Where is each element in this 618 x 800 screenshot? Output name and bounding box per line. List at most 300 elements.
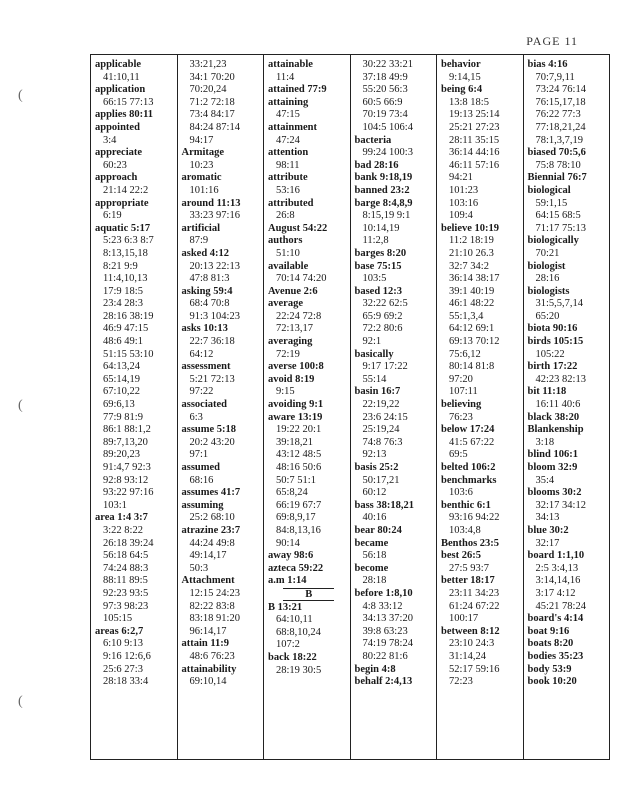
page-line-reference: 75:8 78:10 <box>535 159 581 171</box>
index-term: before 1:8,10 <box>354 587 413 599</box>
index-term: attain 11:9 <box>181 638 230 650</box>
index-term: become <box>354 562 389 574</box>
index-term: azteca 59:22 <box>268 562 324 574</box>
index-term: benchmarks <box>441 474 497 486</box>
page-line-reference: 75:6,12 <box>449 348 481 360</box>
page-line-reference: 33:23 97:16 <box>189 210 240 222</box>
index-term: aquatic 5:17 <box>95 222 151 234</box>
page-line-reference: 77:18,21,24 <box>535 121 586 133</box>
index-term: better 18:17 <box>441 575 495 587</box>
index-term: assumes 41:7 <box>181 487 241 499</box>
index-term: associated <box>181 399 227 411</box>
index-column-6 <box>523 55 610 759</box>
index-term: bacteria <box>354 134 392 146</box>
page-line-reference: 97:3 98:23 <box>103 600 149 612</box>
page-line-reference: 28:16 38:19 <box>103 310 154 322</box>
page-line-reference: 28:16 <box>535 273 560 285</box>
index-column-1 <box>91 55 177 759</box>
index-term: Attachment <box>181 575 235 587</box>
page-line-reference: 55:20 56:3 <box>362 84 408 96</box>
page-line-reference: 70:7,9,11 <box>535 71 575 83</box>
index-term: areas 6:2,7 <box>95 625 144 637</box>
index-term: biota 90:16 <box>527 323 578 335</box>
index-term: biologically <box>527 235 579 247</box>
page-line-reference: 46:9 47:15 <box>103 323 149 335</box>
page-line-reference: 25:6 27:3 <box>103 663 143 675</box>
index-term: applicable <box>95 59 142 70</box>
page-line-reference: 3:18 <box>535 436 555 448</box>
page-line-reference: 68:16 <box>189 474 214 486</box>
page-line-reference: 26:18 39:24 <box>103 537 154 549</box>
page-line-reference: 31:5,5,7,14 <box>535 298 584 310</box>
page-line-reference: 45:21 78:24 <box>535 600 586 612</box>
index-column-2 <box>177 55 264 759</box>
index-term: bass 38:18,21 <box>354 499 415 511</box>
page-line-reference: 91:4,7 92:3 <box>103 462 151 473</box>
index-term: atrazine 23:7 <box>181 524 241 536</box>
page-line-reference: 22:24 72:8 <box>276 310 322 322</box>
page-line-reference: 48:16 50:6 <box>276 462 322 473</box>
index-term: banned 23:2 <box>354 184 410 196</box>
page-line-reference: 21:10 26.3 <box>449 247 494 259</box>
index-term: begin 4:8 <box>354 663 396 675</box>
page-line-reference: 64:15 68:5 <box>535 210 581 222</box>
index-term: appreciate <box>95 147 143 159</box>
index-term: biased 70:5,6 <box>527 147 586 159</box>
page-line-reference: 9:16 12:6,6 <box>103 650 151 662</box>
index-term: attributed <box>268 197 314 209</box>
page-line-reference: 97:22 <box>189 386 214 398</box>
page-line-reference: 84:24 87:14 <box>189 121 240 133</box>
page-line-reference: 10:23 <box>189 159 214 171</box>
index-term: basically <box>354 348 394 360</box>
page-line-reference: 70:19 73:4 <box>362 109 408 121</box>
binder-hole-mark-middle: ( <box>18 398 23 413</box>
page-line-reference: 46:1 48:22 <box>449 298 495 310</box>
page-line-reference: 50:7 51:1 <box>276 474 316 486</box>
index-term: between 8:12 <box>441 625 500 637</box>
page-line-reference: 8:15,19 9:1 <box>362 210 411 222</box>
index-term: behavior <box>441 59 481 70</box>
index-term: attaining <box>268 96 309 108</box>
page-line-reference: 55:1,3,4 <box>449 310 484 322</box>
index-term: Blankenship <box>527 424 584 436</box>
page-line-reference: 65:20 <box>535 310 560 322</box>
index-term: attainable <box>268 59 313 70</box>
index-term: below 17:24 <box>441 424 495 436</box>
page-line-reference: 23:10 24:3 <box>449 638 495 650</box>
page-line-reference: 3:17 4:12 <box>535 587 576 599</box>
page-line-reference: 101:16 <box>189 184 219 196</box>
page-line-reference: 76:23 <box>449 411 473 423</box>
index-term: best 26:5 <box>441 550 481 562</box>
page-line-reference: 40:16 <box>362 512 387 524</box>
index-term: applies 80:11 <box>95 109 154 121</box>
page-line-reference: 105:22 <box>535 348 565 360</box>
index-term: became <box>354 537 389 549</box>
index-term: away 98:6 <box>268 550 314 562</box>
index-column-5 <box>436 55 523 759</box>
page-line-reference: 60:12 <box>362 487 387 499</box>
page-line-reference: 89:20,23 <box>103 449 141 461</box>
page-line-reference: 32:17 34:12 <box>535 499 586 511</box>
page-line-reference: 70:21 <box>535 247 560 259</box>
page-line-reference: 87:9 <box>189 235 209 247</box>
page-line-reference: 48:6 76:23 <box>189 650 235 662</box>
page-line-reference: 6:3 <box>189 411 203 423</box>
page-line-reference: 28:18 <box>362 575 387 587</box>
page-line-reference: 26:8 <box>276 210 295 222</box>
index-term: Avenue 2:6 <box>268 285 318 297</box>
index-term: bloom 32:9 <box>527 462 578 473</box>
page-line-reference: 100:17 <box>449 613 479 625</box>
page-line-reference: 34:13 37:20 <box>362 613 413 625</box>
index-term: basin 16:7 <box>354 386 401 398</box>
binder-hole-mark-bottom: ( <box>18 694 23 709</box>
page-line-reference: 10:14,19 <box>362 222 400 234</box>
page-line-reference: 2:5 3:4,13 <box>535 562 579 574</box>
page-line-reference: 60:23 <box>103 159 127 171</box>
index-term: averse 100:8 <box>268 361 324 373</box>
page-line-reference: 94:17 <box>189 134 214 146</box>
page-line-reference: 5:21 72:13 <box>189 373 235 385</box>
page-line-reference: 28:19 30:5 <box>276 664 322 676</box>
index-term: asking 59:4 <box>181 285 233 297</box>
index-term: bodies 35:23 <box>527 650 584 662</box>
index-term: attainability <box>181 663 237 675</box>
index-term: attainment <box>268 121 317 133</box>
page-line-reference: 39:18,21 <box>276 436 314 448</box>
page-line-reference: 68:8,10,24 <box>276 626 321 638</box>
page-line-reference: 97:1 <box>189 449 209 461</box>
page-line-reference: 65:8,24 <box>276 487 308 499</box>
page-line-reference: 27:5 93:7 <box>449 562 489 574</box>
page-line-reference: 23:6 24:15 <box>362 411 408 423</box>
page-line-reference: 69:13 70:12 <box>449 336 500 348</box>
page-line-reference: 47:15 <box>276 109 300 121</box>
page-line-reference: 11:2,8 <box>362 235 389 247</box>
page-line-reference: 3:22 8:22 <box>103 524 143 536</box>
index-term: board 1:1,10 <box>527 550 585 562</box>
page-line-reference: 28:11 35:15 <box>449 134 500 146</box>
page-line-reference: 51:15 53:10 <box>103 348 154 360</box>
page-line-reference: 25:19,24 <box>362 424 400 436</box>
page-line-reference: 69:5 <box>449 449 468 461</box>
page-line-reference: 64:13,24 <box>103 361 141 373</box>
index-term: asks 10:13 <box>181 323 228 335</box>
page-line-reference: 6:10 9:13 <box>103 638 143 650</box>
page-line-reference: 20:2 43:20 <box>189 436 235 448</box>
page-line-reference: 67:10,22 <box>103 386 141 398</box>
index-term: believe 10:19 <box>441 222 500 234</box>
page-line-reference: 92:1 <box>362 336 382 348</box>
index-term: boats 8:20 <box>527 638 574 650</box>
page-line-reference: 71:17 75:13 <box>535 222 586 234</box>
page-line-reference: 66:19 67:7 <box>276 499 322 511</box>
page-line-reference: 35:4 <box>535 474 555 486</box>
page-line-reference: 23:11 34:23 <box>449 587 500 599</box>
section-letter-divider: B <box>268 588 350 602</box>
index-term: biologists <box>527 285 570 297</box>
binder-hole-mark-top: ( <box>18 88 23 103</box>
page-line-reference: 34:13 <box>535 512 560 524</box>
page-line-reference: 93:16 94:22 <box>449 512 500 524</box>
index-term: bank 9:18,19 <box>354 172 413 184</box>
page-line-reference: 55:14 <box>362 373 387 385</box>
page-line-reference: 3:14,14,16 <box>535 575 581 587</box>
page-line-reference: 71:2 72:18 <box>189 96 235 108</box>
page-line-reference: 21:14 22:2 <box>103 184 149 196</box>
page-line-reference: 23:4 28:3 <box>103 298 143 310</box>
page-line-reference: 39:1 40:19 <box>449 285 495 297</box>
index-term: application <box>95 84 146 96</box>
page-line-reference: 72:19 <box>276 348 300 360</box>
index-term: attention <box>268 147 309 159</box>
page-line-reference: 13:8 18:5 <box>449 96 489 108</box>
page-line-reference: 34:1 70:20 <box>189 71 235 83</box>
page-line-reference: 103:1 <box>103 499 127 511</box>
index-term: area 1:4 3:7 <box>95 512 148 524</box>
page-line-reference: 12:15 24:23 <box>189 587 240 599</box>
index-term: around 11:13 <box>181 197 241 209</box>
index-term: Biennial 76:7 <box>527 172 587 184</box>
index-term: benthic 6:1 <box>441 499 491 511</box>
page-line-reference: 50:17,21 <box>362 474 400 486</box>
page-line-reference: 25:21 27:23 <box>449 121 500 133</box>
page-line-reference: 60:5 66:9 <box>362 96 403 108</box>
page-line-reference: 74:24 88:3 <box>103 562 149 574</box>
page-line-reference: 86:1 88:1,2 <box>103 424 151 436</box>
page-line-reference: 59:1,15 <box>535 197 568 209</box>
index-term: blooms 30:2 <box>527 487 582 499</box>
page-line-reference: 11:4 <box>276 71 295 83</box>
page-line-reference: 36:14 38:17 <box>449 273 500 285</box>
page-line-reference: 8:13,15,18 <box>103 247 148 259</box>
index-term: bear 80:24 <box>354 524 402 536</box>
index-term: a.m 1:14 <box>268 575 307 587</box>
page-number: PAGE 11 <box>526 34 578 48</box>
page-line-reference: 72:13,17 <box>276 323 314 335</box>
index-term: averaging <box>268 336 313 348</box>
page-line-reference: 4:8 33:12 <box>362 600 403 612</box>
page-line-reference: 107:2 <box>276 639 300 651</box>
page-line-reference: 37:18 49:9 <box>362 71 408 83</box>
index-term: based 12:3 <box>354 285 403 297</box>
index-term: biologist <box>527 260 566 272</box>
page-line-reference: 9:15 <box>276 386 295 398</box>
page-line-reference: 25:2 68:10 <box>189 512 235 524</box>
index-term: back 18:22 <box>268 651 317 663</box>
page-line-reference: 66:15 77:13 <box>103 96 154 108</box>
page-line-reference: 42:23 82:13 <box>535 373 586 385</box>
page-line-reference: 101:23 <box>449 184 479 196</box>
index-term: Benthos 23:5 <box>441 537 500 549</box>
page-line-reference: 104:5 106:4 <box>362 121 413 133</box>
index-term: appropriate <box>95 197 149 209</box>
page-line-reference: 65:9 69:2 <box>362 310 403 322</box>
index-term: August 54:22 <box>268 222 328 234</box>
page-line-reference: 69:10,14 <box>189 676 227 688</box>
page-line-reference: 69:8,9,17 <box>276 512 316 524</box>
page-line-reference: 64:12 69:1 <box>449 323 495 335</box>
page-line-reference: 76:22 77:3 <box>535 109 581 121</box>
page-line-reference: 92:13 <box>362 449 387 461</box>
page-line-reference: 70:20,24 <box>189 84 227 96</box>
index-term: average <box>268 298 303 310</box>
index-term: bit 11:18 <box>527 386 567 398</box>
index-term: authors <box>268 235 303 247</box>
index-term: assumed <box>181 462 221 473</box>
index-term: appointed <box>95 121 140 133</box>
index-term: believing <box>441 399 482 411</box>
index-term: board's 4:14 <box>527 613 584 625</box>
page-line-reference: 99:24 100:3 <box>362 147 413 159</box>
page-line-reference: 103:6 <box>449 487 473 499</box>
page-line-reference: 96:14,17 <box>189 625 227 637</box>
index-term: assessment <box>181 361 231 373</box>
index-term: blind 106:1 <box>527 449 578 461</box>
index-term: approach <box>95 172 138 184</box>
page-line-reference: 16:11 40:6 <box>535 399 581 411</box>
page-line-reference: 5:23 6:3 8:7 <box>103 235 154 247</box>
page-line-reference: 103:5 <box>362 273 387 285</box>
page-line-reference: 64:10,11 <box>276 614 313 626</box>
page-line-reference: 32:22 62:5 <box>362 298 408 310</box>
page-line-reference: 8:21 9:9 <box>103 260 138 272</box>
page-line-reference: 11:4,10,13 <box>103 273 148 285</box>
page-line-reference: 56:18 <box>362 550 387 562</box>
page-line-reference: 46:11 57:16 <box>449 159 500 171</box>
page-line-reference: 107:11 <box>449 386 478 398</box>
page-line-reference: 33:21,23 <box>189 59 227 70</box>
page-line-reference: 22:7 36:18 <box>189 336 235 348</box>
page-line-reference: 9:14,15 <box>449 71 481 83</box>
page-line-reference: 83:18 91:20 <box>189 613 240 625</box>
index-term: Armitage <box>181 147 225 159</box>
page-line-reference: 30:22 33:21 <box>362 59 413 70</box>
page-line-reference: 109:4 <box>449 210 473 222</box>
page-line-reference: 77:9 81:9 <box>103 411 143 423</box>
word-index-table <box>90 54 610 760</box>
page-line-reference: 82:22 83:8 <box>189 600 235 612</box>
page-line-reference: 61:24 67:22 <box>449 600 500 612</box>
index-term: birds 105:15 <box>527 336 584 348</box>
page-line-reference: 65:14,19 <box>103 373 141 385</box>
page-line-reference: 39:8 63:23 <box>362 625 408 637</box>
page-line-reference: 88:11 89:5 <box>103 575 148 587</box>
page-line-reference: 28:18 33:4 <box>103 676 149 688</box>
index-term: belted 106:2 <box>441 462 496 473</box>
page-line-reference: 74:19 78:24 <box>362 638 413 650</box>
page-line-reference: 64:12 <box>189 348 214 360</box>
page-line-reference: 72:2 80:6 <box>362 323 403 335</box>
index-term: attained 77:9 <box>268 84 327 96</box>
page-line-reference: 53:16 <box>276 184 300 196</box>
page-line-reference: 105:15 <box>103 613 133 625</box>
page-line-reference: 17:9 18:5 <box>103 285 143 297</box>
index-term: blue 30:2 <box>527 524 569 536</box>
index-term: basis 25:2 <box>354 462 399 473</box>
page-line-reference: 70:14 74:20 <box>276 273 327 285</box>
page-line-reference: 32:17 <box>535 537 560 549</box>
index-term: assuming <box>181 499 224 511</box>
page-line-reference: 68:4 70:8 <box>189 298 230 310</box>
page-line-reference: 43:12 48:5 <box>276 449 322 461</box>
page-line-reference: 84:8,13,16 <box>276 524 321 536</box>
page-line-reference: 19:13 25:14 <box>449 109 500 121</box>
page-line-reference: 90:14 <box>276 537 300 549</box>
index-term: black 38:20 <box>527 411 580 423</box>
page-line-reference: 73:4 84:17 <box>189 109 235 121</box>
index-term: aware 13:19 <box>268 411 323 423</box>
index-term: barges 8:20 <box>354 247 407 259</box>
index-term: bias 4:16 <box>527 59 568 70</box>
page-line-reference: 91:3 104:23 <box>189 310 240 322</box>
page-line-reference: 72:23 <box>449 676 473 688</box>
page-line-reference: 48:6 49:1 <box>103 336 143 348</box>
index-term: base 75:15 <box>354 260 402 272</box>
index-term: attribute <box>268 172 308 184</box>
index-term: avoiding 9:1 <box>268 399 324 411</box>
page-line-reference: 47:8 81:3 <box>189 273 230 285</box>
page-line-reference: 89:7,13,20 <box>103 436 148 448</box>
index-term: bad 28:16 <box>354 159 399 171</box>
index-term: artificial <box>181 222 220 234</box>
page-line-reference: 80:22 81:6 <box>362 650 408 662</box>
page-line-reference: 51:10 <box>276 247 300 259</box>
index-term: body 53:9 <box>527 663 572 675</box>
page-line-reference: 32:7 34:2 <box>449 260 489 272</box>
page-line-reference: 41:10,11 <box>103 71 140 83</box>
index-term: biological <box>527 184 571 196</box>
page-line-reference: 74:8 76:3 <box>362 436 403 448</box>
page-line-reference: 47:24 <box>276 134 300 146</box>
index-term: B 13:21 <box>268 601 303 613</box>
page-line-reference: 50:3 <box>189 562 209 574</box>
page-line-reference: 31:14,24 <box>449 650 487 662</box>
page-line-reference: 6:19 <box>103 210 122 222</box>
page-line-reference: 11:2 18:19 <box>449 235 494 247</box>
index-term: aromatic <box>181 172 222 184</box>
page-line-reference: 73:24 76:14 <box>535 84 586 96</box>
index-term: available <box>268 260 309 272</box>
page-line-reference: 80:14 81:8 <box>449 361 495 373</box>
index-term: asked 4:12 <box>181 247 230 259</box>
page-line-reference: 98:11 <box>276 159 300 171</box>
index-term: behalf 2:4,13 <box>354 676 413 688</box>
index-term: avoid 8:19 <box>268 373 315 385</box>
page-line-reference: 9:17 17:22 <box>362 361 408 373</box>
page-line-reference: 44:24 49:8 <box>189 537 235 549</box>
index-term: barge 8:4,8,9 <box>354 197 413 209</box>
page-line-reference: 78:1,3,7,19 <box>535 134 584 146</box>
page-line-reference: 3:4 <box>103 134 117 146</box>
page-line-reference: 49:14,17 <box>189 550 227 562</box>
index-term: assume 5:18 <box>181 424 237 436</box>
page-line-reference: 97:20 <box>449 373 473 385</box>
page-line-reference: 69:6,13 <box>103 399 135 411</box>
page-line-reference: 22:19,22 <box>362 399 400 411</box>
page-line-reference: 92:23 93:5 <box>103 587 149 599</box>
page-line-reference: 20:13 22:13 <box>189 260 240 272</box>
index-term: boat 9:16 <box>527 625 570 637</box>
page-line-reference: 41:5 67:22 <box>449 436 495 448</box>
page-line-reference: 52:17 59:16 <box>449 663 500 675</box>
index-column-4 <box>350 55 437 759</box>
page-line-reference: 76:15,17,18 <box>535 96 586 108</box>
index-term: birth 17:22 <box>527 361 578 373</box>
page-line-reference: 19:22 20:1 <box>276 424 322 436</box>
